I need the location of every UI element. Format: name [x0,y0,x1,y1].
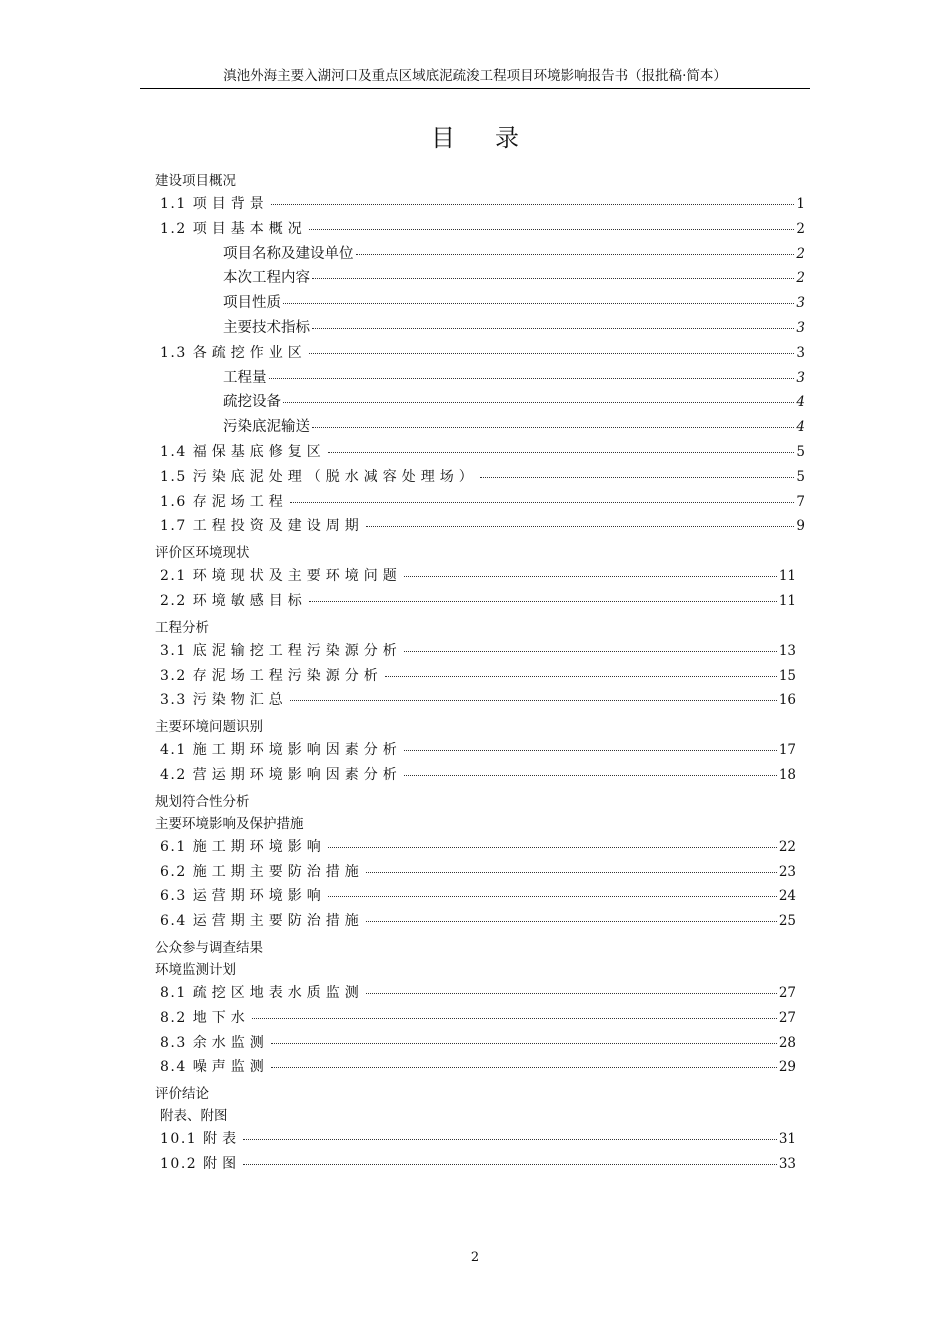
toc-entry-label: 项目基本概况 [192,220,307,237]
dot-leader [283,401,794,403]
toc-entry-label: 营运期环境影响因素分析 [192,766,402,783]
toc-entry[interactable] [155,860,796,885]
toc-section-heading[interactable]: 主要环境问题识别 [155,719,263,736]
toc-entry-number: 1.4 [160,443,187,460]
toc-entry-number: 6.3 [160,888,187,905]
toc-entry[interactable] [155,639,796,664]
toc-entry-number: 1.7 [160,518,187,535]
toc-entry[interactable] [155,415,805,440]
dot-leader [271,203,795,205]
toc-entry-page: 4 [796,419,805,436]
dot-leader [271,1042,777,1044]
dot-leader [328,846,777,848]
toc-entry[interactable] [155,688,796,713]
toc-entry-label: 污染底泥输送 [223,419,310,436]
toc-section-heading[interactable]: 评价区环境现状 [155,545,250,562]
toc-entry[interactable] [155,440,805,465]
toc-entry[interactable] [155,316,805,341]
toc-entry[interactable] [155,1127,796,1152]
toc-entry[interactable] [155,192,805,217]
toc-section-heading[interactable]: 公众参与调查结果 [155,939,263,956]
dot-leader [366,992,777,994]
toc-entry[interactable] [155,465,805,490]
toc-entry-page: 5 [796,443,805,460]
toc-entry-page: 18 [778,766,796,783]
dot-leader [290,501,795,503]
toc-entry-page: 22 [778,838,796,855]
toc-entry[interactable] [155,1152,796,1177]
running-header: 滇池外海主要入湖河口及重点区域底泥疏浚工程项目环境影响报告书（报批稿·简本） [140,66,810,89]
toc-entry-number: 4.1 [160,742,187,759]
toc-entry-label: 工程量 [223,369,267,386]
toc-entry[interactable] [155,341,805,366]
toc-entry-label: 污染物汇总 [192,692,288,709]
toc-entry-page: 29 [778,1059,796,1076]
toc-entry[interactable] [155,366,805,391]
toc-entry-label: 施工期环境影响因素分析 [192,742,402,759]
toc-entry[interactable] [155,1055,796,1080]
toc-entry-number: 3.1 [160,642,187,659]
toc-entry-page: 13 [778,642,796,659]
toc-entry[interactable] [155,564,796,589]
table-of-contents [155,170,805,1177]
dot-leader [252,1017,777,1019]
toc-entry-label: 存泥场工程污染源分析 [192,667,383,684]
toc-entry-page: 24 [778,888,796,905]
toc-entry-page: 31 [778,1131,796,1148]
toc-entry-number: 1.1 [160,196,187,212]
toc-entry[interactable] [155,835,796,860]
dot-leader [312,327,794,329]
toc-entry-page: 17 [778,742,796,759]
toc-entry-page: 33 [778,1155,796,1172]
toc-entry-page: 2 [796,220,805,237]
dot-leader [283,302,794,304]
toc-entry-label: 环境敏感目标 [192,592,307,609]
toc-entry-number: 3.2 [160,667,187,684]
toc-entry-label: 污染底泥处理（脱水减容处理场） [192,468,478,485]
toc-entry[interactable] [155,909,796,934]
toc-entry-number: 4.2 [160,766,187,783]
dot-leader [243,1138,777,1140]
toc-entry-label: 附图 [203,1155,242,1172]
dot-leader [309,228,795,230]
toc-entry[interactable] [155,1031,796,1056]
page-number: 2 [470,1250,480,1265]
toc-entry[interactable] [155,589,796,614]
toc-entry-number: 2.2 [160,592,187,609]
toc-entry[interactable] [155,763,796,788]
toc-entry-number: 1.5 [160,468,187,485]
toc-entry-page: 7 [796,493,805,510]
toc-entry-label: 余水监测 [192,1034,269,1051]
toc-entry-label: 疏挖区地表水质监测 [192,984,364,1001]
toc-entry-label: 各疏挖作业区 [192,344,307,361]
dot-leader [404,650,777,652]
toc-entry-label: 存泥场工程 [192,493,288,510]
toc-entry-page: 15 [778,667,796,684]
dot-leader [309,600,777,602]
toc-entry-page: 3 [796,295,805,312]
toc-entry[interactable] [155,217,805,242]
dot-leader [290,699,777,701]
dot-leader [404,749,777,751]
toc-entry-label: 疏挖设备 [223,394,281,411]
toc-entry-label: 地下水 [192,1009,250,1026]
dot-leader [480,476,795,478]
dot-leader [404,575,777,577]
toc-entry-label: 主要技术指标 [223,319,310,336]
toc-entry-page: 9 [796,518,805,535]
toc-entry[interactable] [155,490,805,515]
toc-entry-label: 底泥输挖工程污染源分析 [192,642,402,659]
toc-entry[interactable] [155,266,805,291]
toc-entry-number: 1.6 [160,493,187,510]
toc-entry-number: 6.2 [160,863,187,880]
toc-entry-label: 噪声监测 [192,1059,269,1076]
toc-entry-label: 运营期环境影响 [192,888,326,905]
toc-entry-page: 2 [796,245,805,262]
page-title: 目录 [431,124,559,152]
dot-leader [366,525,795,527]
toc-section-heading[interactable]: 工程分析 [155,619,209,636]
toc-entry-number: 8.4 [160,1059,187,1076]
toc-entry-page: 3 [796,319,805,336]
toc-entry-label: 项目背景 [192,196,269,212]
toc-entry-label: 附表 [203,1131,242,1148]
dot-leader [269,377,795,379]
toc-entry-page: 3 [796,369,805,386]
toc-entry-label: 福保基底修复区 [192,443,326,460]
dot-leader [243,1163,777,1165]
dot-leader [404,774,777,776]
toc-entry-number: 10.1 [160,1131,198,1148]
toc-entry[interactable] [155,981,796,1006]
toc-section-heading[interactable]: 评价结论 [155,1086,209,1103]
toc-entry-page: 4 [796,394,805,411]
dot-leader [356,253,795,255]
toc-entry-number: 8.2 [160,1009,187,1026]
toc-entry-page: 28 [778,1034,796,1051]
toc-entry-number: 8.1 [160,984,187,1001]
toc-entry-page: 25 [778,913,796,930]
dot-leader [385,675,777,677]
toc-entry-page: 1 [796,196,805,212]
toc-entry-page: 2 [796,270,805,287]
dot-leader [366,871,777,873]
toc-entry-page: 11 [778,592,796,609]
toc-entry[interactable] [155,664,796,689]
toc-entry-page: 27 [778,984,796,1001]
toc-entry-page: 16 [778,692,796,709]
dot-leader [328,895,777,897]
dot-leader [309,352,795,354]
toc-entry-number: 6.4 [160,913,187,930]
toc-entry-number: 1.2 [160,220,187,237]
toc-entry-number: 2.1 [160,568,187,585]
toc-entry-page: 3 [796,344,805,361]
toc-entry-page: 11 [778,568,796,585]
toc-entry-number: 8.3 [160,1034,187,1051]
dot-leader [271,1066,777,1068]
dot-leader [312,426,794,428]
dot-leader [312,277,794,279]
toc-entry[interactable] [155,390,805,415]
toc-entry-label: 项目名称及建设单位 [223,245,354,262]
toc-section-heading[interactable]: 附表、附图 [160,1108,228,1125]
toc-entry-page: 27 [778,1009,796,1026]
toc-entry-label: 施工期主要防治措施 [192,863,364,880]
toc-entry-label: 施工期环境影响 [192,838,326,855]
toc-entry-label: 项目性质 [223,295,281,312]
toc-entry[interactable] [155,291,805,316]
toc-entry[interactable] [155,738,796,763]
toc-entry-label: 环境现状及主要环境问题 [192,568,402,585]
toc-section-heading[interactable]: 规划符合性分析 [155,793,250,810]
toc-section-heading[interactable]: 主要环境影响及保护措施 [155,815,304,832]
toc-entry-number: 10.2 [160,1155,198,1172]
toc-entry-number: 6.1 [160,838,187,855]
dot-leader [328,451,795,453]
toc-entry-label: 本次工程内容 [223,270,310,287]
toc-entry-label: 工程投资及建设周期 [192,518,364,535]
toc-entry-label: 运营期主要防治措施 [192,913,364,930]
toc-entry[interactable] [155,242,805,267]
dot-leader [366,920,777,922]
toc-entry-number: 1.3 [160,344,187,361]
toc-section-heading[interactable]: 环境监测计划 [155,961,236,978]
toc-entry-number: 3.3 [160,692,187,709]
toc-entry[interactable] [155,514,805,539]
toc-entry[interactable] [155,884,796,909]
toc-entry-page: 23 [778,863,796,880]
toc-section-heading[interactable]: 建设项目概况 [155,173,236,189]
toc-entry[interactable] [155,1006,796,1031]
toc-entry-page: 5 [796,468,805,485]
